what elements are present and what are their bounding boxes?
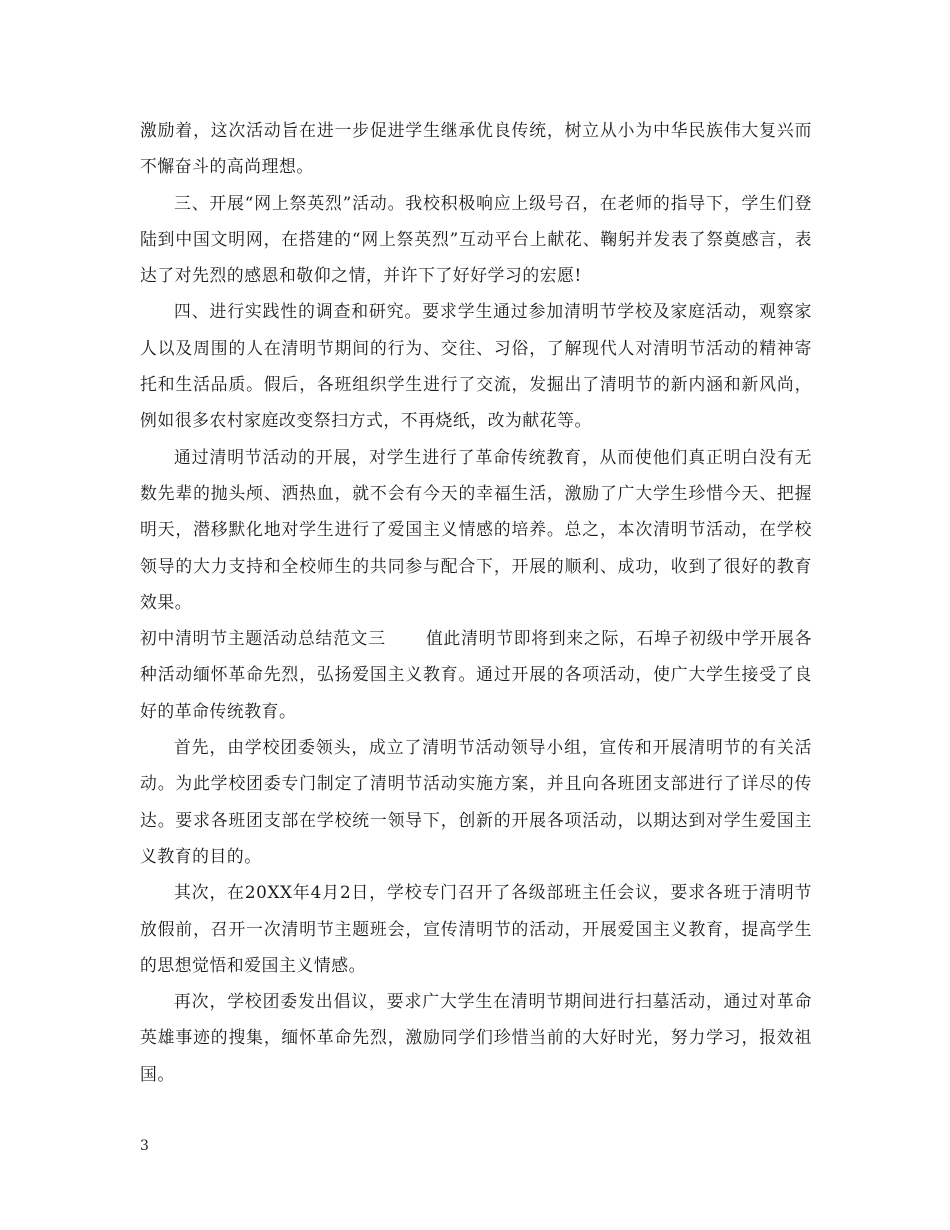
section-heading: 初中清明节主题活动总结范文三	[140, 628, 386, 649]
paragraph: 四、进行实践性的调查和研究。要求学生通过参加清明节学校及家庭活动，观察家人以及周围的人在清明节期间的行为、交往、习俗，了解现代人对清明节活动的精神寄托和生活品质。假后，各班组织学生进行了交流，发掘出了清明节的新内涵和新风尚，例如很多农村家庭改变祭扫方式，不再烧纸，改为献花等。	[140, 301, 812, 431]
paragraph: 首先，由学校团委领头，成立了清明节活动领导小组，宣传和开展清明节的有关活动。为此学校团委专门制定了清明节活动实施方案，并且向各班团支部进行了详尽的传达。要求各班团支部在学校统一领导下，创新的开展各项活动，以期达到对学生爱国主义教育的目的。	[140, 737, 812, 866]
paragraph: 其次，在20XX年4月2日，学校专门召开了各级部班主任会议，要求各班于清明节放假前，召开一次清明节主题班会，宣传清明节的活动，开展爱国主义教育，提高学生的思想觉悟和爱国主义情感。	[140, 882, 812, 975]
paragraph: 激励着，这次活动旨在进一步促进学生继承优良传统，树立从小为中华民族伟大复兴而不懈奋斗的高尚理想。	[140, 120, 812, 177]
paragraph: 再次，学校团委发出倡议，要求广大学生在清明节期间进行扫墓活动，通过对革命英雄事迹的搜集，缅怀革命先烈，激励同学们珍惜当前的大好时光，努力学习，报效祖国。	[140, 991, 812, 1084]
page-number: 3	[140, 1138, 149, 1154]
document-body	[140, 112, 812, 1092]
paragraph: 通过清明节活动的开展，对学生进行了革命传统教育，从而使他们真正明白没有无数先辈的抛头颅、洒热血，就不会有今天的幸福生活，激励了广大学生珍惜今天、把握明天，潜移默化地对学生进行了爱国主义情感的培养。总之，本次清明节活动，在学校领导的大力支持和全校师生的共同参与配合下，开展的顺利、成功，收到了很好的教育效果。	[140, 446, 812, 612]
section-intro-text: 值此清明节即将到来之际，石埠子初级中学开展各种活动缅怀革命先烈，弘扬爱国主义教育。通过开展的各项活动，使广大学生接受了良好的革命传统教育。	[140, 628, 812, 721]
section-paragraph	[140, 620, 812, 729]
paragraph: 三、开展“网上祭英烈”活动。我校积极响应上级号召，在老师的指导下，学生们登陆到中国文明网，在搭建的“网上祭英烈”互动平台上献花、鞠躬并发表了祭奠感言，表达了对先烈的感恩和敬仰之情，并许下了好好学习的宏愿!	[140, 192, 812, 286]
